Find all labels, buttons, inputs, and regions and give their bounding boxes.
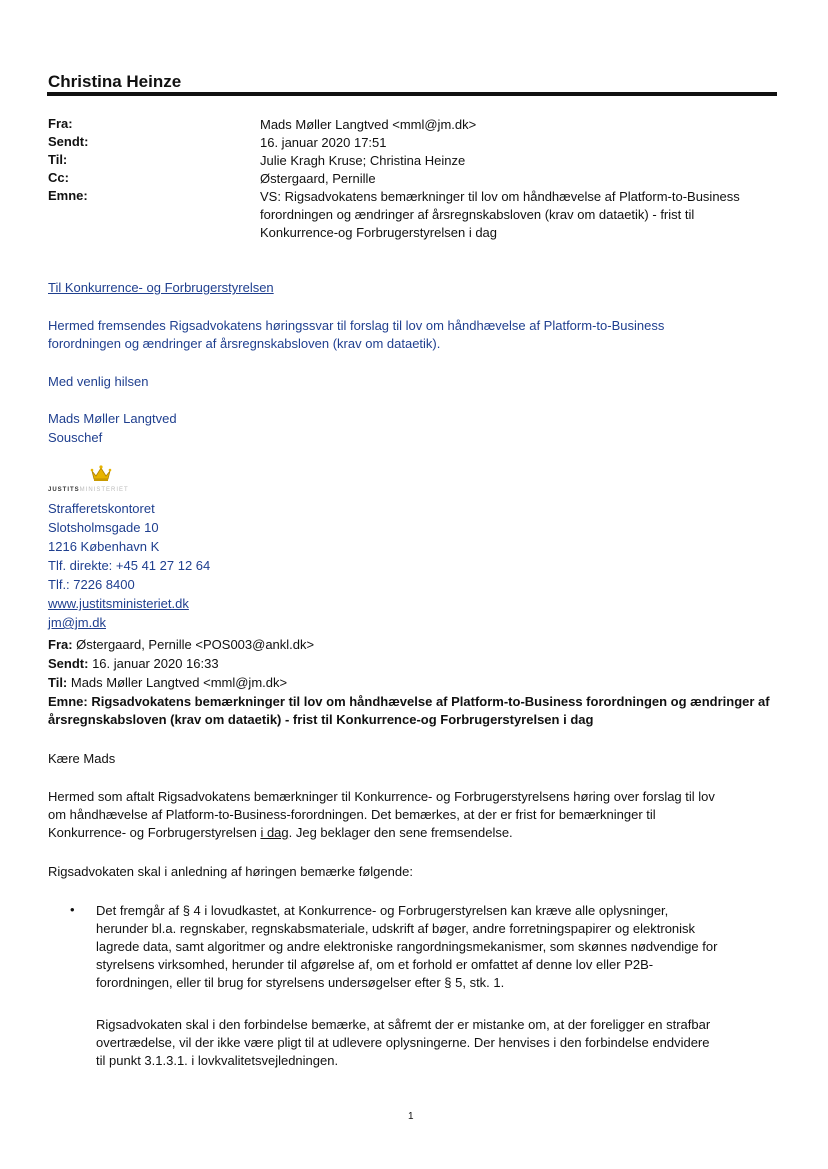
from-value: Mads Møller Langtved <mml@jm.dk> — [260, 117, 477, 132]
bullet-line: styrelsens virksomhed, herunder til afgørelse af, om et forhold er omfattet af denne lov eller P2B- — [96, 957, 654, 972]
subject-label: Emne: — [48, 188, 88, 203]
bullet-line: lagrede data, samt algoritmer og andre elektroniske rangordningsmekanismer, som skønnes nødvendige for — [96, 939, 718, 954]
recipient-name: Christina Heinze — [48, 72, 182, 91]
signature-title: Souschef — [48, 430, 103, 445]
office-name: Strafferetskontoret — [48, 501, 155, 516]
website-link[interactable]: www.justitsministeriet.dk — [48, 596, 189, 611]
direct-phone: Tlf. direkte: +45 41 27 12 64 — [48, 558, 211, 573]
subject-line: forordningen og ændringer af årsregnskabsloven (krav om dataetik) - frist til — [260, 207, 695, 222]
email2-subject-label: Emne: — [48, 694, 88, 709]
bullet-line: forordningen, eller til brug for styrelsens undersøgelser efter § 5, stk. 1. — [96, 975, 505, 990]
city: 1216 København K — [48, 539, 160, 554]
bullet-line: Rigsadvokaten skal i den forbindelse bemærke, at såfremt der er mistanke om, at der foreligger en strafbar — [96, 1017, 711, 1032]
intro-paragraph — [48, 317, 778, 353]
street: Slotsholmsgade 10 — [48, 520, 159, 535]
intro-line: Hermed fremsendes Rigsadvokatens høringssvar til forslag til lov om håndhævelse af Platform-to-Business — [48, 318, 665, 333]
bullet-line: overtrædelse, vil der ikke være pligt til at udlevere oplysningerne. Der henvises i den forbindelse endvidere — [96, 1035, 710, 1050]
logo-light: MINISTERIET — [79, 487, 129, 493]
body-line: om håndhævelse af Platform-to-Business-forordningen. Det bemærkes, at der er frist for bemærkninger til — [48, 807, 656, 822]
from-label: Fra: — [48, 116, 73, 131]
bullet-paragraph — [96, 902, 786, 992]
body-paragraph-2: Rigsadvokaten skal i anledning af høringen bemærke følgende: — [48, 864, 413, 879]
body-line: . Jeg beklager den sene fremsendelse. — [288, 825, 513, 840]
body-paragraph-1 — [48, 788, 788, 842]
signature-name: Mads Møller Langtved — [48, 411, 177, 426]
bullet-line: Det fremgår af § 4 i lovudkastet, at Konkurrence- og Forbrugerstyrelsen kan kræve alle oplysninger, — [96, 903, 669, 918]
page-number: 1 — [408, 1111, 414, 1122]
sent-value: 16. januar 2020 17:51 — [260, 135, 387, 150]
subject-line: Konkurrence-og Forbrugerstyrelsen i dag — [260, 225, 498, 240]
phone: Tlf.: 7226 8400 — [48, 577, 135, 592]
closing: Med venlig hilsen — [48, 374, 149, 389]
body-line: Hermed som aftalt Rigsadvokatens bemærkninger til Konkurrence- og Forbrugerstyrelsens høring over forslag til lov — [48, 789, 715, 804]
email2-to — [48, 674, 287, 692]
sent-label: Sendt: — [48, 134, 89, 149]
email2-to-value: Mads Møller Langtved <mml@jm.dk> — [67, 675, 288, 690]
email2-sent-value: 16. januar 2020 16:33 — [88, 656, 219, 671]
bullet-paragraph-2 — [96, 1016, 786, 1070]
greeting: Kære Mads — [48, 751, 116, 766]
cc-value: Østergaard, Pernille — [260, 171, 376, 186]
crown-icon — [90, 464, 112, 487]
email2-from-label: Fra: — [48, 637, 73, 652]
email2-sent — [48, 655, 219, 673]
intro-line: forordningen og ændringer af årsregnskabsloven (krav om dataetik). — [48, 336, 441, 351]
logo-bold: JUSTITS — [48, 487, 80, 493]
email2-sent-label: Sendt: — [48, 656, 89, 671]
email2-from — [48, 636, 314, 654]
email-link[interactable]: jm@jm.dk — [48, 615, 106, 630]
email2-subject-line: Rigsadvokatens bemærkninger til lov om håndhævelse af Platform-to-Business forordningen og ændringer af — [87, 694, 770, 709]
bullet-line: til punkt 3.1.3.1. i lovkvalitetsvejledningen. — [96, 1053, 339, 1068]
subject-line: VS: Rigsadvokatens bemærkninger til lov om håndhævelse af Platform-to-Business — [260, 189, 740, 204]
body-line: Konkurrence- og Forbrugerstyrelsen — [48, 825, 261, 840]
email2-subject-line: årsregnskabsloven (krav om dataetik) - frist til Konkurrence-og Forbrugerstyrelsen i dag — [48, 712, 594, 727]
addressee-link[interactable]: Til Konkurrence- og Forbrugerstyrelsen — [48, 280, 274, 295]
cc-label: Cc: — [48, 170, 69, 185]
bullet-icon: • — [70, 902, 75, 917]
to-value: Julie Kragh Kruse; Christina Heinze — [260, 153, 466, 168]
email2-from-value: Østergaard, Pernille <POS003@ankl.dk> — [72, 637, 315, 652]
ministry-logo-text — [48, 487, 129, 493]
subject-value — [260, 188, 780, 242]
to-label: Til: — [48, 152, 68, 167]
bullet-line: herunder bl.a. regnskaber, regnskabsmateriale, udskrift af bøger, andre forretningspapirer og elektronisk — [96, 921, 696, 936]
email2-to-label: Til: — [48, 675, 68, 690]
email2-subject — [48, 693, 788, 729]
deadline-underlined: i dag — [260, 825, 289, 840]
header-rule — [47, 92, 777, 96]
